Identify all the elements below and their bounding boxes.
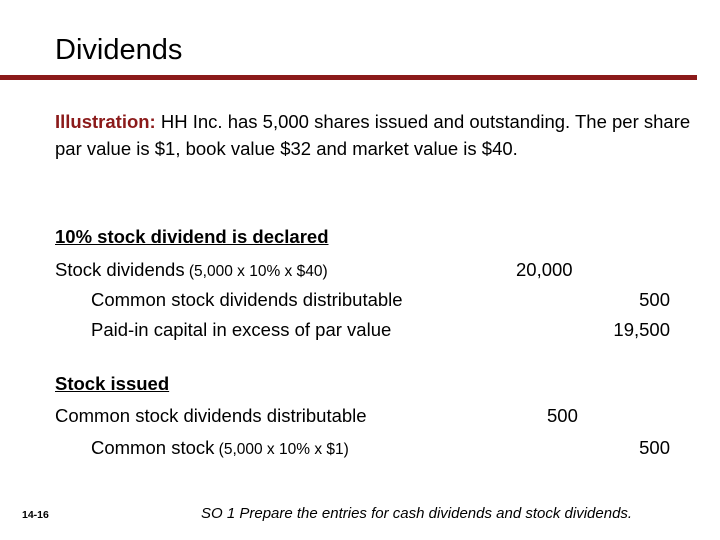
declared-credit1-amount: 500	[639, 289, 670, 310]
illustration-paragraph	[55, 108, 695, 162]
page-title: Dividends	[55, 34, 183, 66]
declared-debit-account: Stock dividends	[55, 259, 185, 280]
illustration-lead: Illustration:	[55, 111, 156, 132]
declared-heading: 10% stock dividend is declared	[55, 226, 329, 247]
title-divider	[0, 75, 697, 80]
issued-credit-account: Common stock	[91, 437, 215, 458]
declared-debit-line	[55, 259, 328, 281]
issued-credit-amount: 500	[639, 437, 670, 458]
issued-credit-calc: (5,000 x 10% x $1)	[214, 441, 349, 458]
declared-credit2-amount: 19,500	[613, 319, 670, 340]
declared-debit-amount: 20,000	[516, 259, 573, 280]
declared-credit1-account: Common stock dividends distributable	[91, 289, 403, 310]
issued-debit-account: Common stock dividends distributable	[55, 405, 367, 426]
issued-credit-line	[91, 437, 349, 459]
declared-debit-calc: (5,000 x 10% x $40)	[184, 263, 328, 280]
study-objective: SO 1 Prepare the entries for cash dividends and stock dividends.	[201, 505, 633, 522]
issued-debit-amount: 500	[547, 405, 578, 426]
declared-credit2-account: Paid-in capital in excess of par value	[91, 319, 392, 340]
issued-heading: Stock issued	[55, 373, 170, 394]
illustration-text: HH Inc. has 5,000 shares issued and outstanding. The per share par value is $1, book value $32 and market value is $40.	[55, 111, 691, 159]
page-number: 14-16	[22, 509, 49, 521]
